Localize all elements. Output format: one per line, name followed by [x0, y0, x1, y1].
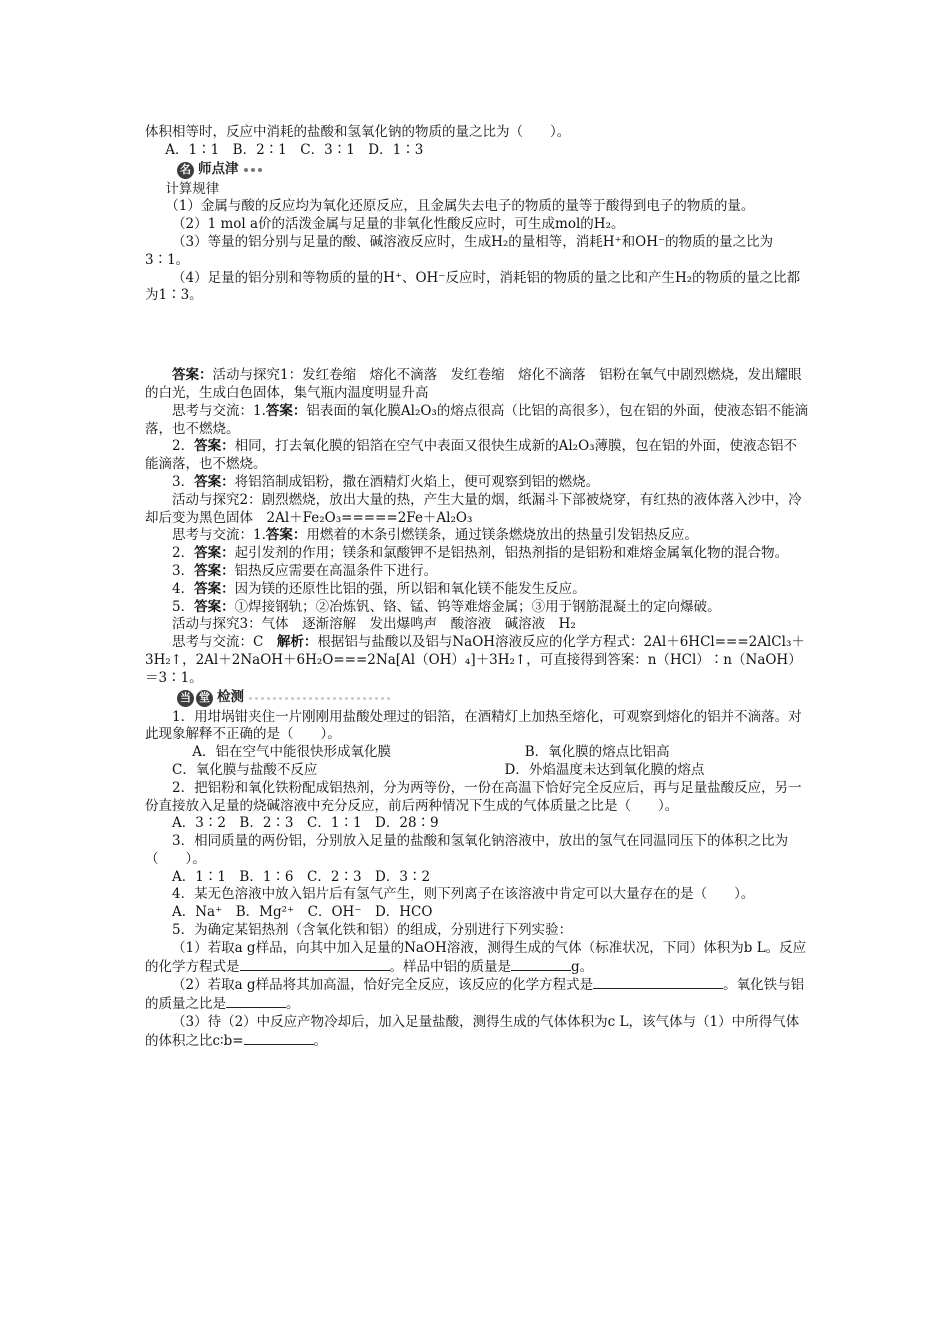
- answer-text: 用燃着的木条引燃镁条，通过镁条燃烧放出的热量引发铝热反应。: [306, 527, 698, 544]
- answer-think2-5: [145, 599, 810, 617]
- answer-prefix: 4．: [172, 580, 195, 597]
- test-badge: [177, 689, 244, 707]
- answer-label: 答案：: [265, 402, 307, 419]
- test-question-1: 1．用坩埚钳夹住一片刚刚用盐酸处理过的铝箔，在酒精灯上加热至熔化，可观察到熔化的铝并不滴落。对此现象解释不正确的是（ ）。: [145, 708, 802, 743]
- q5-part-1: [145, 940, 810, 977]
- answer-label: 答案：: [194, 598, 235, 615]
- answer-label: 答案：: [194, 545, 235, 562]
- q5-3-text: （3）待（2）中反应产物冷却后，加入足量盐酸，测得生成的气体体积为c L，该气体与（1）中所得气体的体积之比c∶b=: [145, 1014, 800, 1049]
- tips-title: 计算规律: [165, 180, 220, 197]
- answer-text: 活动与探究1：发红卷缩 熔化不滴落 发红卷缩 熔化不滴落 铝粉在氧气中剧烈燃烧，发出耀眼的白光，生成白色固体，集气瓶内温度明显升高: [145, 367, 802, 401]
- answer-blank[interactable]: [240, 958, 390, 971]
- answer-think2-4: [145, 581, 810, 599]
- answer-think-2: [145, 438, 810, 474]
- q5-2-text-b: 。氧化铁与铝的质量之比是: [145, 977, 805, 1013]
- answer-text: 因为镁的还原性比铝的强，所以铝和氧化镁不能发生反应。: [234, 580, 586, 597]
- test-question-5: 5．为确定某铝热剂（含氧化铁和铝）的组成，分别进行下列实验：: [172, 922, 573, 939]
- answer-prefix: 2．: [172, 545, 195, 562]
- answer-blank[interactable]: [244, 1032, 314, 1045]
- tips-badge: [177, 161, 239, 179]
- answer-think3: [145, 634, 810, 687]
- tip-item: （1）金属与酸的反应均为氧化还原反应，且金属失去电子的物质的量等于酸得到电子的物质的量。: [165, 198, 755, 215]
- q5-1-text: （1）若取a g样品，向其中加入足量的NaOH溶液，测得生成的气体（标准状况，下同）体积为b L。反应的化学方程式是: [145, 939, 807, 975]
- answer-label: 答案：: [194, 438, 235, 455]
- answer-think2-1: [145, 527, 810, 545]
- answer-text: 相同，打去氧化膜的铝箔在空气中表面又很快生成新的Al₂O₃薄膜，包在铝的外面，使液态铝不能滴落，也不燃烧。: [145, 438, 798, 473]
- tip-item: （4）足量的铝分别和等物质的量的H⁺、OH⁻反应时，消耗铝的物质的量之比和产生H₂的物质的量之比都为1∶3。: [145, 269, 801, 304]
- answer-prefix: 3．: [172, 473, 195, 490]
- answer-think2-2: [145, 545, 810, 563]
- q1-options-row-2: [145, 762, 810, 780]
- question-tail: 体积相等时，反应中消耗的盐酸和氢氧化钠的物质的量之比为（ ）。: [145, 124, 571, 140]
- badge-circle-icon: 堂: [196, 690, 213, 707]
- analysis-label: 解析：: [276, 634, 318, 651]
- answer-prefix: 思考与交流：1.: [172, 527, 266, 544]
- q5-1-text-c: g。: [571, 958, 594, 975]
- badge-circle-icon: 名: [177, 162, 194, 179]
- answer-block-1: [145, 367, 810, 403]
- answer-blank[interactable]: [226, 995, 286, 1008]
- q5-2-text-c: 。: [286, 996, 300, 1013]
- spacer: [145, 305, 810, 367]
- q5-part-2: [145, 976, 810, 1014]
- answer-text: 起引发剂的作用；镁条和氯酸钾不是铝热剂，铝热剂指的是铝粉和难熔金属氧化物的混合物。: [234, 545, 789, 562]
- q1-option-a: A．铝在空气中能很快形成氧化膜: [192, 744, 391, 761]
- q5-1-text-b: 。样品中铝的质量是: [389, 958, 511, 975]
- tip-item: （2）1 mol a价的活泼金属与足量的非氧化性酸反应时，可生成mol的H₂。: [172, 216, 625, 233]
- header-dots-icon: [244, 168, 262, 172]
- q5-part-3: [145, 1014, 810, 1051]
- answer-prefix: 5．: [172, 598, 195, 615]
- test-question-3: 3．相同质量的两份铝，分别放入足量的盐酸和氢氧化钠溶液中，放出的氢气在同温同压下的体积之比为（ ）。: [145, 833, 789, 867]
- header-dots-icon: [249, 697, 390, 700]
- test-header-text: 检测: [217, 689, 244, 706]
- badge-circle-icon: 当: [177, 690, 194, 707]
- answer-prefix: 思考与交流：1.: [172, 402, 266, 419]
- answer-label: 答案：: [194, 473, 235, 490]
- answer-think-1: [145, 403, 810, 439]
- answer-text: 将铝箔制成铝粉，撒在酒精灯火焰上，便可观察到铝的燃烧。: [234, 473, 600, 490]
- answer-text: 根据铝与盐酸以及铝与NaOH溶液反应的化学方程式：2Al＋6HCl===2AlCl₃＋3H₂↑，2Al＋2NaOH＋6H₂O===2Na[Al（OH）₄]＋3H₂↑，可直接得到答案：n（HCl）∶n（NaOH）＝3∶1。: [145, 634, 805, 686]
- answer-think-3: [145, 474, 810, 492]
- answer-block-3: 活动与探究3：气体 逐渐溶解 发出爆鸣声 酸溶液 碱溶液 H₂: [172, 616, 576, 633]
- answer-label: 答案：: [194, 562, 235, 579]
- tips-header: [177, 160, 810, 181]
- answer-prefix: 3．: [172, 562, 195, 579]
- answer-blank[interactable]: [511, 958, 571, 971]
- q4-options: A．Na⁺ B．Mg²⁺ C．OH⁻ D．HCO: [172, 904, 433, 921]
- test-header: [177, 688, 810, 709]
- answer-block-2: 活动与探究2：剧烈燃烧，放出大量的热，产生大量的烟，纸漏斗下部被烧穿，有红热的液体落入沙中，冷却后变为黑色固体 2Al＋Fe₂O₃=====2Fe＋Al₂O₃: [145, 491, 802, 526]
- test-question-2: 2．把铝粉和氧化铁粉配成铝热剂，分为两等份，一份在高温下恰好完全反应后，再与足量盐酸反应，另一份直接放入足量的烧碱溶液中充分反应，前后两种情况下生成的气体质量之比是（ ）。: [145, 779, 802, 814]
- test-question-4: 4．某无色溶液中放入铝片后有氢气产生，则下列离子在该溶液中肯定可以大量存在的是（ ）。: [172, 886, 755, 903]
- q1-options-row-1: [145, 744, 810, 762]
- answer-label: 答案：: [172, 367, 213, 384]
- q5-3-text-b: 。: [313, 1032, 328, 1049]
- page-content: [145, 124, 810, 1051]
- q5-2-text: （2）若取a g样品将其加高温，恰好完全反应，该反应的化学方程式是: [172, 977, 594, 994]
- answer-label: 答案：: [194, 580, 235, 597]
- answer-prefix: 2．: [172, 438, 195, 455]
- answer-text: 铝热反应需要在高温条件下进行。: [234, 562, 438, 579]
- answer-text: ①焊接钢轨；②冶炼钒、铬、锰、钨等难熔金属；③用于钢筋混凝土的定向爆破。: [234, 598, 721, 615]
- q1-option-d: D．外焰温度未达到氧化膜的熔点: [504, 761, 705, 778]
- answer-prefix: 思考与交流：C: [172, 634, 277, 651]
- tips-header-text: 师点津: [198, 161, 239, 178]
- answer-think2-3: [145, 563, 810, 581]
- q1-option-c: C．氧化膜与盐酸不反应: [172, 761, 318, 778]
- answer-blank[interactable]: [693, 976, 723, 989]
- answer-label: 答案：: [265, 527, 307, 544]
- answer-blank[interactable]: [593, 976, 693, 989]
- question-options: A．1∶1 B．2∶1 C．3∶1 D．1∶3: [165, 141, 424, 158]
- q2-options: A．3∶2 B．2∶3 C．1∶1 D．28∶9: [172, 815, 439, 832]
- answer-text: 铝表面的氧化膜Al₂O₃的熔点很高（比铝的高很多），包在铝的外面，使液态铝不能滴落，也不燃烧。: [145, 402, 809, 437]
- tip-item: （3）等量的铝分别与足量的酸、碱溶液反应时，生成H₂的量相等，消耗H⁺和OH⁻的物质的量之比为3∶1。: [145, 233, 774, 268]
- q3-options: A．1∶1 B．1∶6 C．2∶3 D．3∶2: [172, 868, 431, 885]
- q1-option-b: B．氧化膜的熔点比铝高: [524, 744, 670, 761]
